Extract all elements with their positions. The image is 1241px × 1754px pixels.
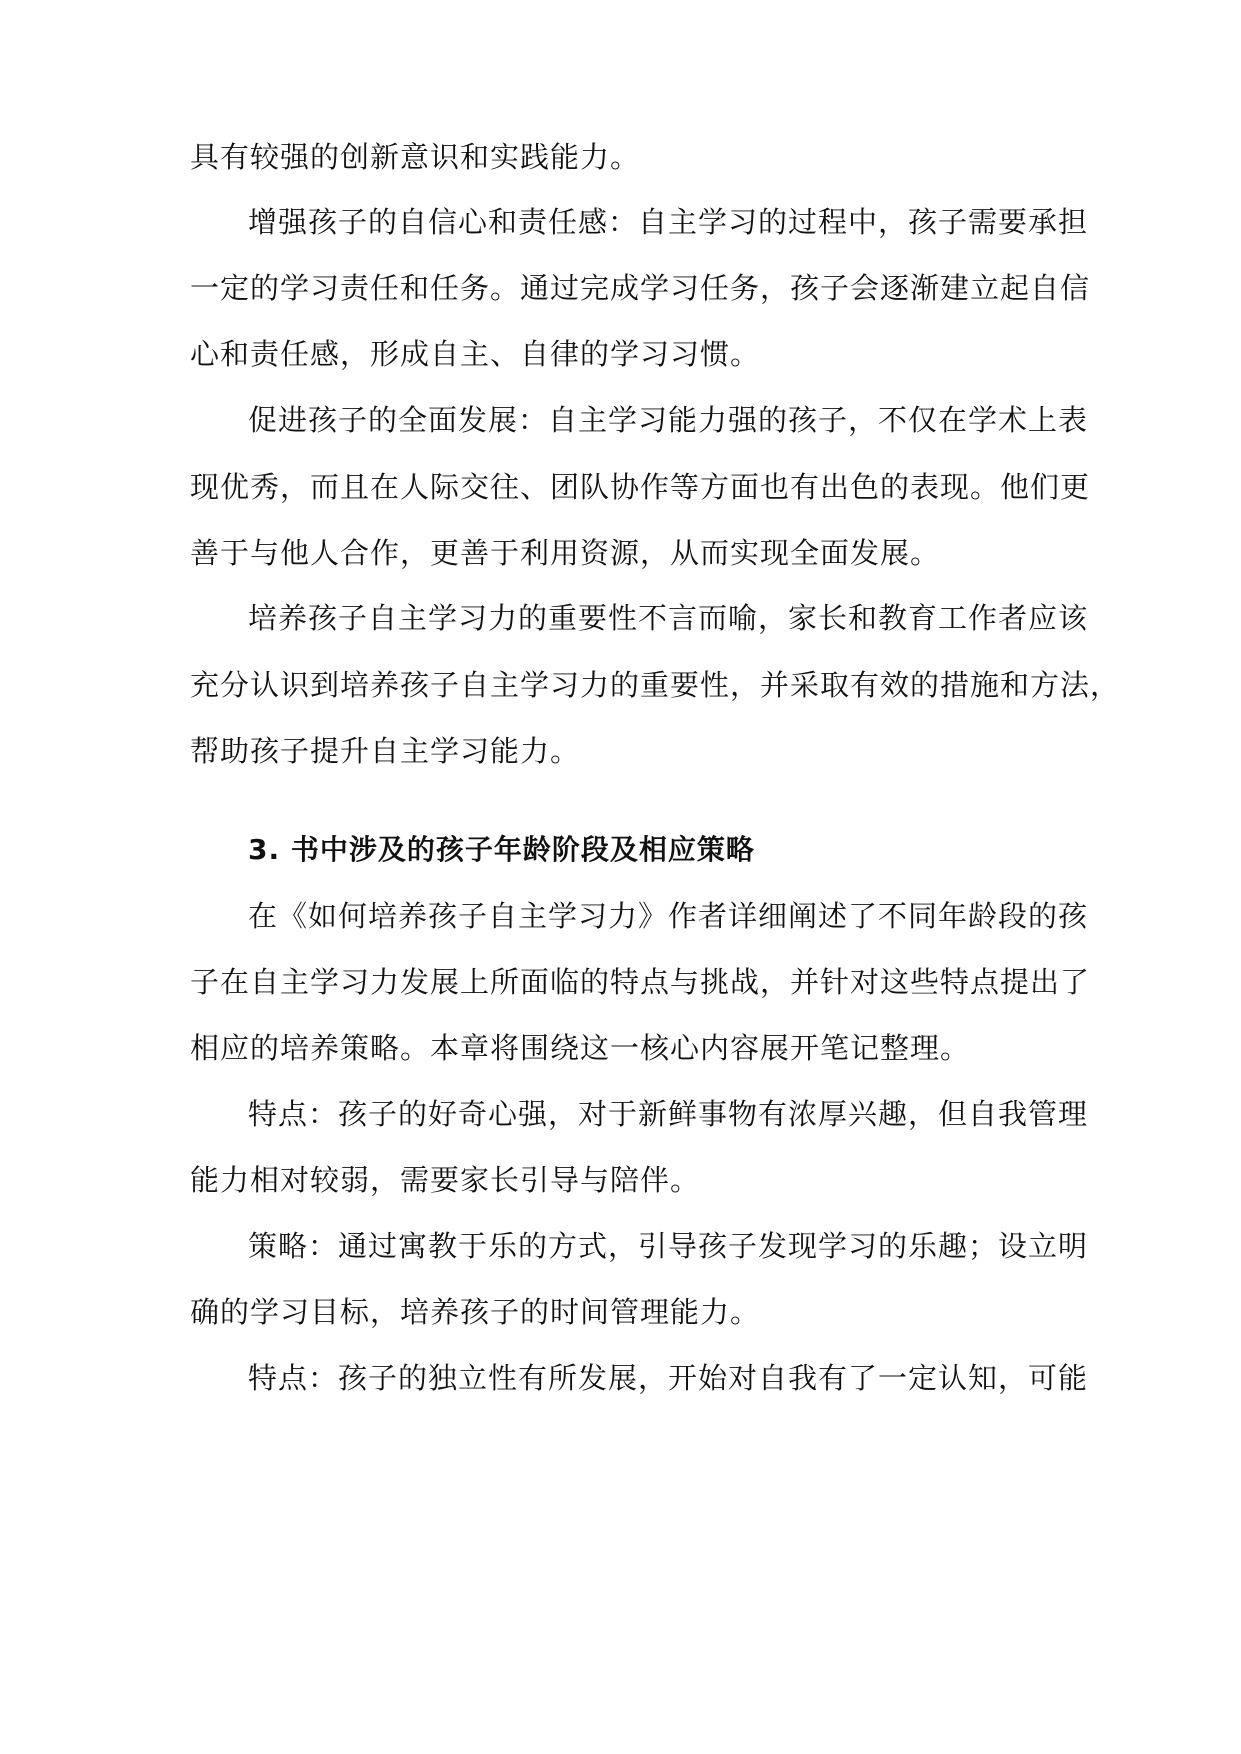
paragraph-line: 增强孩子的自信心和责任感：自主学习的过程中，孩子需要承担 [248, 205, 1089, 239]
paragraph-line: 能力相对较弱，需要家长引导与陪伴。 [190, 1163, 701, 1197]
paragraph-line: 现优秀，而且在人际交往、团队协作等方面也有出色的表现。他们更 [190, 470, 1091, 504]
section-heading: 3. 书中涉及的孩子年龄阶段及相应策略 [248, 833, 755, 866]
paragraph-line: 具有较强的创新意识和实践能力。 [190, 140, 641, 174]
paragraph-line: 策略：通过寓教于乐的方式，引导孩子发现学习的乐趣；设立明 [248, 1229, 1089, 1263]
paragraph-line: 确的学习目标，培养孩子的时间管理能力。 [190, 1295, 761, 1329]
paragraph-line: 一定的学习责任和任务。通过完成学习任务，孩子会逐渐建立起自信 [190, 271, 1091, 305]
paragraph-line: 善于与他人合作，更善于利用资源，从而实现全面发展。 [190, 536, 941, 570]
paragraph-line: 帮助孩子提升自主学习能力。 [190, 734, 581, 768]
paragraph-line: 在《如何培养孩子自主学习力》作者详细阐述了不同年龄段的孩 [248, 899, 1089, 933]
paragraph-line: 特点：孩子的好奇心强，对于新鲜事物有浓厚兴趣，但自我管理 [248, 1097, 1089, 1131]
paragraph-line: 子在自主学习力发展上所面临的特点与挑战，并针对这些特点提出了 [190, 965, 1091, 999]
paragraph-line: 心和责任感，形成自主、自律的学习习惯。 [190, 337, 761, 371]
paragraph-line: 促进孩子的全面发展：自主学习能力强的孩子，不仅在学术上表 [248, 403, 1089, 437]
paragraph-line: 相应的培养策略。本章将围绕这一核心内容展开笔记整理。 [190, 1031, 971, 1065]
paragraph-line: 培养孩子自主学习力的重要性不言而喻，家长和教育工作者应该 [248, 601, 1089, 635]
paragraph-line: 特点：孩子的独立性有所发展，开始对自我有了一定认知，可能 [248, 1361, 1089, 1395]
paragraph-line: 充分认识到培养孩子自主学习力的重要性，并采取有效的措施和方法， [190, 668, 1121, 702]
